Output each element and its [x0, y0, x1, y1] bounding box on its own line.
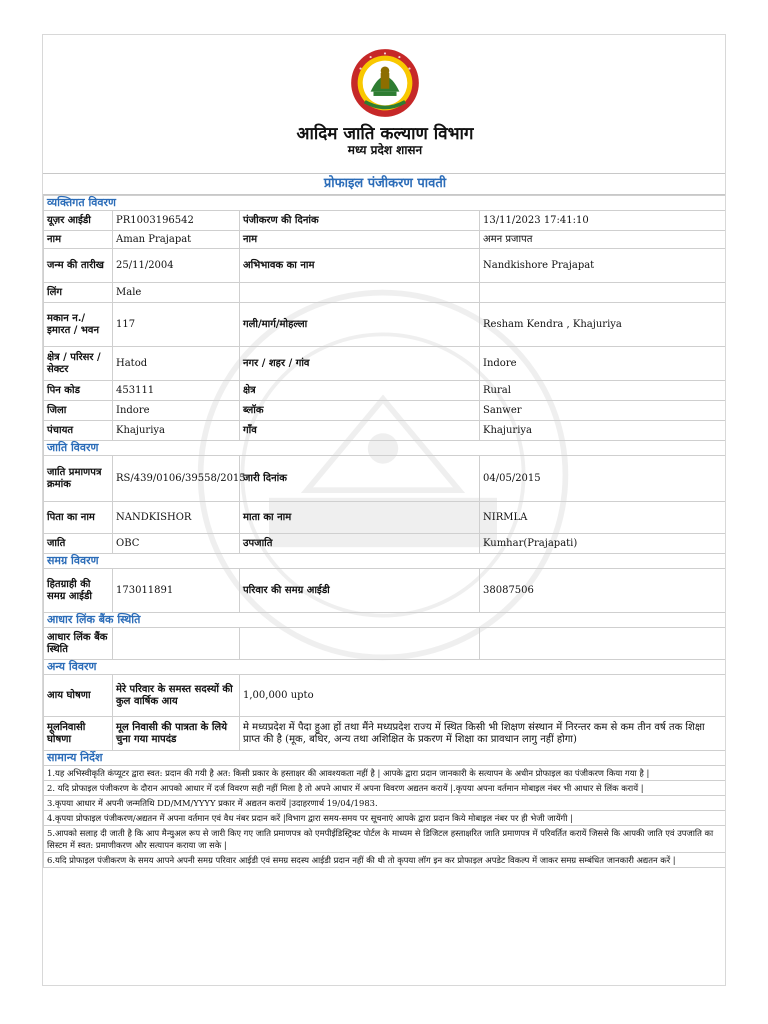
pin-label: पिन कोड	[44, 381, 113, 401]
govt-subtitle: मध्य प्रदेश शासन	[347, 143, 423, 157]
district-label: जिला	[44, 401, 113, 421]
caste-label: जाति	[44, 534, 113, 554]
area-value: Hatod	[113, 347, 240, 381]
area-label: क्षेत्र / परिसर /सेक्टर	[44, 347, 113, 381]
receipt-page	[42, 34, 726, 986]
section-samagra: समग्र विवरण	[44, 554, 727, 569]
name-label: नाम	[44, 231, 113, 249]
guardian-label: अभिभावक का नाम	[240, 249, 480, 283]
village-label: गाँव	[240, 421, 480, 441]
note-2: 2. यदि प्रोफाइल पंजीकरण के दौरान आपको आधार में दर्ज विवरण सही नहीं मिला है तो अपने आधार में अपना विवरण अद्यतन करायें |.कृपया अपना वर्तमान मोबाइल नंबर भी आधार से लिंक करायें |	[44, 781, 727, 796]
panchayat-value: Khajuriya	[113, 421, 240, 441]
caste-cert-value: RS/439/0106/39558/2015	[113, 456, 240, 502]
note-1: 1.यह अभिस्वीकृति कंप्यूटर द्वारा स्वत: प्रदान की गयी है अत: किसी प्रकार के हस्ताक्षर की आवश्यकता नहीं है | आपके द्वारा प्रदान जानकारी के सत्यापन के अधीन प्रोफाइल का पंजीकरण किया गया है |	[44, 766, 727, 781]
section-aadhaar: आधार लिंक बैंक स्थिति	[44, 613, 727, 628]
section-caste: जाति विवरण	[44, 441, 727, 456]
house-value: 117	[113, 303, 240, 347]
receipt-title: प्रोफाइल पंजीकरण पावती	[43, 173, 726, 195]
city-label: नगर / शहर / गांव	[240, 347, 480, 381]
block-label: ब्लॉक	[240, 401, 480, 421]
guardian-value: Nandkishore Prajapat	[480, 249, 727, 283]
note-3: 3.कृपया आधार में अपनी जन्मतिथि DD/MM/YYYY प्रकार में अद्यतन करायें |उदाहरणार्थ 19/04/1983.	[44, 796, 727, 811]
dob-label: जन्म की तारीख	[44, 249, 113, 283]
village-value: Khajuriya	[480, 421, 727, 441]
reg-date-label: पंजीकरण की दिनांक	[240, 211, 480, 231]
income-desc: मेरे परिवार के समस्त सदस्यों की कुल वार्षिक आय	[113, 675, 240, 717]
block-value: Sanwer	[480, 401, 727, 421]
name-en-value: Aman Prajapat	[113, 231, 240, 249]
income-value: 1,00,000 upto	[240, 675, 727, 717]
subcaste-value: Kumhar(Prajapati)	[480, 534, 727, 554]
city-value: Indore	[480, 347, 727, 381]
note-5: 5.आपको सलाह दी जाती है कि आप मैन्युअल रूप से जारी किए गए जाति प्रमाणपत्र को एमपीईडिस्ट्रिक्ट पोर्टल के माध्यम से डिजिटल हस्ताक्षरित जाति प्रमाणपत्र में परिवर्तित करायें जिससे कि आपकी जाति एवं उपजाति का सिस्टम में स्वत: प्रमाणीकरण और सत्यापन कराया जा सके |	[44, 826, 727, 853]
mother-label: माता का नाम	[240, 502, 480, 534]
user-id-label: यूज़र आईडी	[44, 211, 113, 231]
region-value: Rural	[480, 381, 727, 401]
caste-cert-label: जाति प्रमाणपत्र क्रमांक	[44, 456, 113, 502]
house-label: मकान न./ इमारत / भवन	[44, 303, 113, 347]
panchayat-label: पंचायत	[44, 421, 113, 441]
department-title: आदिम जाति कल्याण विभाग	[296, 124, 474, 144]
mp-govt-emblem-icon	[349, 47, 421, 119]
registration-details-table	[43, 195, 726, 868]
street-value: Resham Kendra , Khajuriya	[480, 303, 727, 347]
family-samagra-value: 38087506	[480, 569, 727, 613]
father-label: पिता का नाम	[44, 502, 113, 534]
issue-date-label: जारी दिनांक	[240, 456, 480, 502]
dob-value: 25/11/2004	[113, 249, 240, 283]
user-id-value: PR1003196542	[113, 211, 240, 231]
native-value: मे मध्यप्रदेश में पैदा हुआ हों तथा मैंने मध्यप्रदेश राज्य में स्थित किसी भी शिक्षण संस्थान में निरन्तर कम से कम तीन वर्ष तक शिक्षा प्राप्त की है (मूक, बधिर, अन्य तथा अशिक्षित के प्रकरण में शिक्षा का प्रावधान लागु नहीं होगा)	[240, 717, 727, 751]
gender-label: लिंग	[44, 283, 113, 303]
section-general: सामान्य निर्देश	[44, 751, 727, 766]
pin-value: 453111	[113, 381, 240, 401]
family-samagra-label: परिवार की समग्र आईडी	[240, 569, 480, 613]
reg-date-value: 13/11/2023 17:41:10	[480, 211, 727, 231]
gender-value: Male	[113, 283, 240, 303]
district-value: Indore	[113, 401, 240, 421]
member-samagra-label: हितग्राही की समग्र आईडी	[44, 569, 113, 613]
income-label: आय घोषणा	[44, 675, 113, 717]
section-other: अन्य विवरण	[44, 660, 727, 675]
note-4: 4.कृपया प्रोफाइल पंजीकरण/अद्यतन में अपना वर्तमान एवं वैध नंबर प्रदान करें |विभाग द्वारा समय-समय पर सूचनाएं आपके द्वारा प्रदान किये मोबाइल नंबर पर ही भेजी जायेंगी |	[44, 811, 727, 826]
aadhaar-status-label: आधार लिंक बैंक स्थिति	[44, 628, 113, 660]
section-personal: व्यक्तिगत विवरण	[44, 196, 727, 211]
mother-value: NIRMLA	[480, 502, 727, 534]
region-label: क्षेत्र	[240, 381, 480, 401]
name-hi-label: नाम	[240, 231, 480, 249]
native-desc: मूल निवासी की पात्रता के लिये चुना गया मापदंड	[113, 717, 240, 751]
name-hi-value: अमन प्रजापत	[480, 231, 727, 249]
father-value: NANDKISHOR	[113, 502, 240, 534]
native-label: मूलनिवासी घोषणा	[44, 717, 113, 751]
issue-date-value: 04/05/2015	[480, 456, 727, 502]
member-samagra-value: 173011891	[113, 569, 240, 613]
subcaste-label: उपजाति	[240, 534, 480, 554]
street-label: गली/मार्ग/मोहल्ला	[240, 303, 480, 347]
caste-value: OBC	[113, 534, 240, 554]
note-6: 6.यदि प्रोफाइल पंजीकरण के समय आपने अपनी समग्र परिवार आईडी एवं समग्र सदस्य आईडी प्रदान नहीं की थी तो कृपया लॉग इन कर प्रोफाइल अपडेट विकल्प में जाकर समग्र सम्बंधित जानकारी अद्यतन करें |	[44, 853, 727, 868]
